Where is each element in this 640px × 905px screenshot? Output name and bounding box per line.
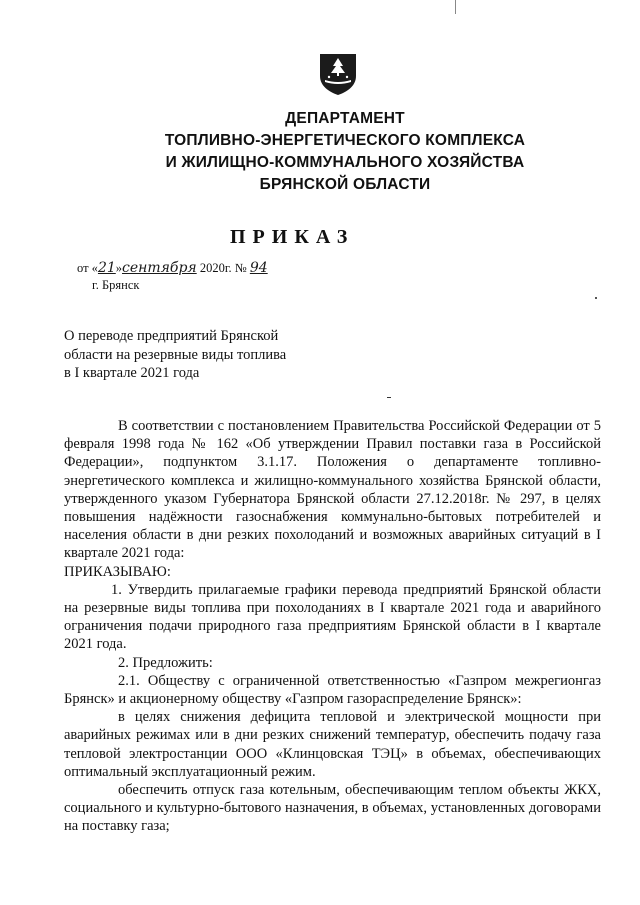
- department-line: И ЖИЛИЩНО-КОММУНАЛЬНОГО ХОЗЯЙСТВА: [165, 154, 525, 171]
- scan-speck: [595, 297, 597, 299]
- department-line: ТОПЛИВНО-ЭНЕРГЕТИЧЕСКОГО КОМПЛЕКСА: [164, 132, 526, 149]
- date-mid: »: [115, 261, 123, 275]
- subject-line: области на резервные виды топлива: [64, 346, 287, 363]
- item-2-1-paragraph: 2.1. Обществу с ограниченной ответственностью «Газпром межрегионгаз Брянск» и акционерному обществу «Газпром газораспределение Брянск»:: [64, 672, 601, 708]
- orders-word: ПРИКАЗЫВАЮ:: [64, 563, 171, 580]
- handwritten-month: сентября: [122, 260, 197, 276]
- subject-line: в I квартале 2021 года: [64, 365, 200, 381]
- scan-mark: [387, 397, 391, 398]
- order-body: [64, 417, 601, 836]
- subject-line: О переводе предприятий Брянской: [64, 328, 279, 344]
- clause-b-paragraph: обеспечить отпуск газа котельным, обеспечивающим теплом объекты ЖКХ, социального и культурно-бытового назначения, в объемах, установленных договорами на поставку газа;: [64, 782, 601, 835]
- item-2-paragraph: 2. Предложить:: [118, 654, 213, 671]
- date-prefix: от «: [77, 261, 98, 275]
- department-line: ДЕПАРТАМЕНТ: [285, 110, 405, 127]
- preamble-paragraph: В соответствии с постановлением Правительства Российской Федерации от 5 февраля 1998 года № 162 «Об утверждении Правил поставки газа в Российской Федерации», подпунктом 3.1.17. Положения о департаменте топливно-энергетического комплекса и жилищно-коммунального хозяйства Брянской области, утвержденного указом Губернатора Брянской области 27.12.2018г. № 297, в целях повышения надёжности газоснабжения коммунально-бытовых потребителей и населения области в дни резких похолоданий и возможных аварийных ситуаций в I квартале 2021 года:: [64, 418, 601, 562]
- bryansk-coat-of-arms-icon: [317, 50, 359, 96]
- item-1-paragraph: 1. Утвердить прилагаемые графики перевода предприятий Брянской области на резервные виды топлива при похолоданиях в I квартале 2021 года и аварийного ограничения подачи природного газа предприятиям Брянской области в I квартале 2021 года.: [64, 581, 601, 653]
- department-line: БРЯНСКОЙ ОБЛАСТИ: [259, 176, 431, 193]
- year-text: 2020г. №: [196, 261, 250, 275]
- order-title: ПРИКАЗ: [230, 226, 355, 248]
- order-date-line: [77, 260, 268, 276]
- handwritten-number: 94: [249, 260, 268, 276]
- order-city: г. Брянск: [92, 278, 140, 292]
- clause-a-paragraph: в целях снижения дефицита тепловой и электрической мощности при аварийных режимах или в дни резких снижений температур, обеспечить подачу газа тепловой электростанции ООО «Клинцовская ТЭЦ» в объемах, обеспечивающих оптимальный эксплуатационный режим.: [64, 709, 601, 780]
- department-header: [120, 108, 570, 196]
- handwritten-day: 21: [97, 260, 116, 276]
- order-subject: [64, 327, 286, 383]
- scan-mark: [455, 0, 456, 14]
